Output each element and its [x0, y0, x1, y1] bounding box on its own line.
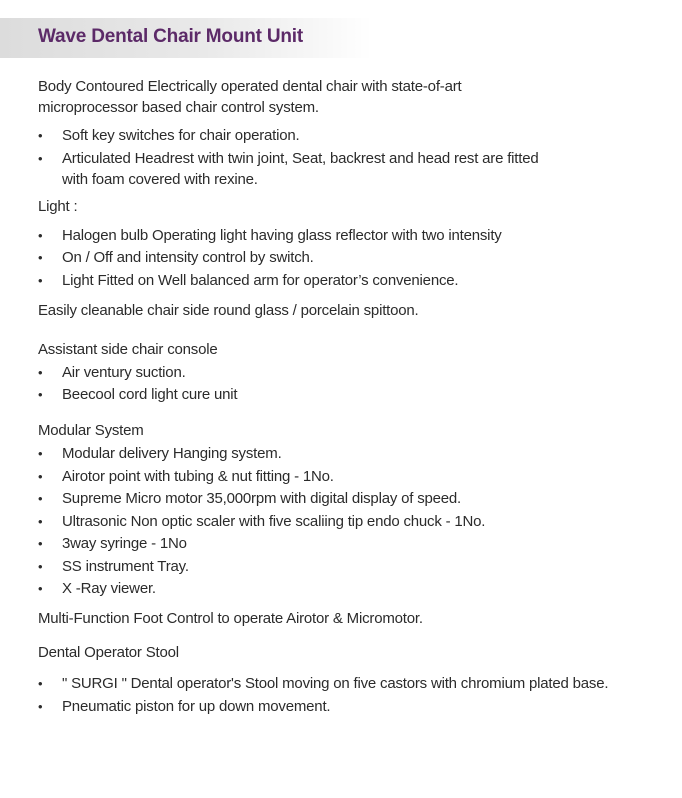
light-section-label: Light :	[38, 197, 78, 215]
list-item: • 3way syringe - 1No	[38, 533, 658, 554]
page-title: Wave Dental Chair Mount Unit	[38, 26, 303, 47]
operator-stool-list	[38, 673, 658, 717]
operator-stool-heading: Dental Operator Stool	[38, 644, 179, 661]
list-item: • Light Fitted on Well balanced arm for operator’s convenience.	[38, 270, 658, 291]
list-item: • Halogen bulb Operating light having glass reflector with two intensity	[38, 225, 658, 246]
list-item: • Ultrasonic Non optic scaler with five scaliing tip endo chuck - 1No.	[38, 511, 658, 532]
list-item-line-2: with foam covered with rexine.	[62, 170, 258, 188]
assistant-console-list	[38, 362, 658, 406]
foot-control-text: Multi-Function Foot Control to operate Airotor & Micromotor.	[38, 610, 423, 627]
list-item: • On / Off and intensity control by switch.	[38, 247, 658, 268]
list-item: • Soft key switches for chair operation.	[38, 125, 658, 146]
chair-feature-list	[38, 125, 658, 190]
intro-paragraph	[38, 76, 658, 118]
assistant-console-heading: Assistant side chair console	[38, 340, 218, 358]
modular-system-list	[38, 443, 658, 599]
list-item: • X -Ray viewer.	[38, 578, 658, 599]
list-item	[38, 148, 658, 190]
list-item: • Beecool cord light cure unit	[38, 384, 658, 405]
list-item-line-1: Articulated Headrest with twin joint, Seat, backrest and head rest are fitted	[62, 149, 539, 167]
intro-line-1: Body Contoured Electrically operated dental chair with state-of-art	[38, 78, 462, 95]
list-item: • Pneumatic piston for up down movement.	[38, 696, 658, 717]
list-item: • " SURGI " Dental operator's Stool moving on five castors with chromium plated base.	[38, 673, 658, 694]
spittoon-text: Easily cleanable chair side round glass / porcelain spittoon.	[38, 301, 419, 319]
list-item: • Airotor point with tubing & nut fitting - 1No.	[38, 466, 658, 487]
spec-content	[38, 76, 658, 718]
list-item: • Supreme Micro motor 35,000rpm with digital display of speed.	[38, 488, 658, 509]
list-item: • Modular delivery Hanging system.	[38, 443, 658, 464]
list-item: • Air ventury suction.	[38, 362, 658, 383]
intro-line-2: microprocessor based chair control system.	[38, 99, 319, 116]
list-item: • SS instrument Tray.	[38, 556, 658, 577]
light-feature-list	[38, 225, 658, 291]
modular-system-heading: Modular System	[38, 422, 144, 439]
